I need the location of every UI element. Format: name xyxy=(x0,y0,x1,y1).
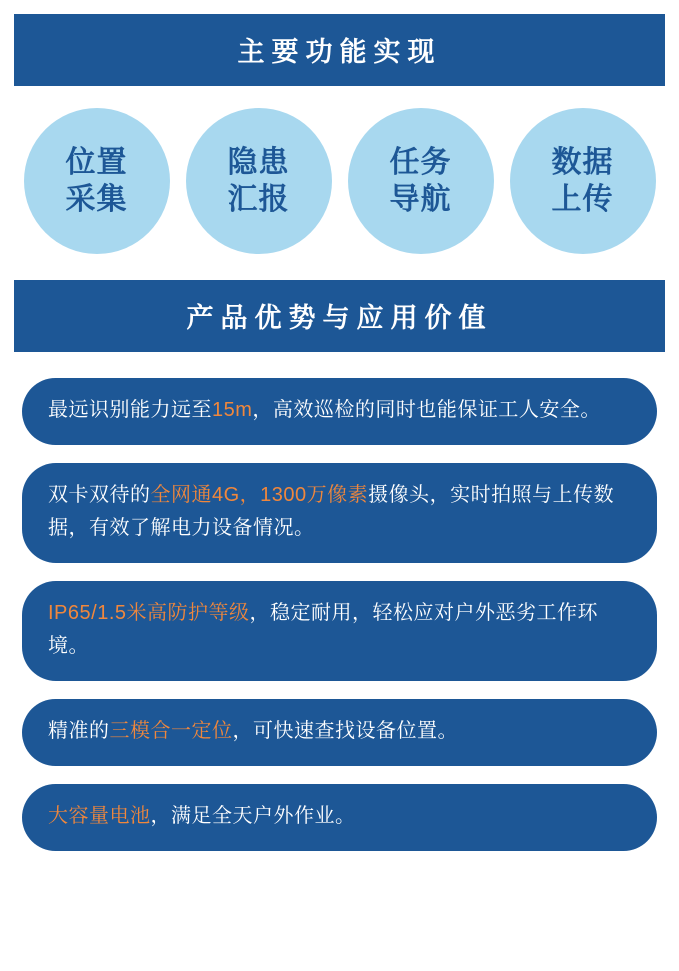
function-circle-line2: 导航 xyxy=(389,183,452,216)
function-circle-line1: 隐患 xyxy=(227,145,290,179)
advantage-plain: 摄像头，实时拍照与上传数据，有效了解电力设备情况。 xyxy=(48,484,615,539)
advantage-highlight: 大容量电池 xyxy=(48,805,151,827)
function-circle-list xyxy=(0,108,679,254)
function-circle xyxy=(348,108,494,254)
function-circle-line2: 汇报 xyxy=(227,183,290,216)
advantage-plain: ，满足全天户外作业。 xyxy=(150,805,356,827)
function-circle-line2: 上传 xyxy=(551,183,614,216)
advantage-item xyxy=(22,699,657,766)
advantage-text xyxy=(48,715,631,748)
section-header-advantages: 产品优势与应用价值 xyxy=(14,280,665,352)
advantage-item xyxy=(22,581,657,681)
advantage-text xyxy=(48,597,631,663)
advantage-item xyxy=(22,784,657,851)
function-circle-line1: 位置 xyxy=(65,145,128,179)
advantage-plain: ，可快速查找设备位置。 xyxy=(232,720,458,742)
advantage-plain: ，高效巡检的同时也能保证工人安全。 xyxy=(252,399,601,421)
advantage-plain: ，稳定耐用，轻松应对户外恶劣工作环境。 xyxy=(48,602,599,657)
advantage-list xyxy=(22,378,657,851)
advantage-plain: 最远识别能力远至 xyxy=(48,399,212,421)
advantage-plain: 精准的 xyxy=(48,720,110,742)
function-circle-line1: 数据 xyxy=(551,145,614,179)
advantage-highlight: IP65/1.5米高防护等级 xyxy=(48,602,250,624)
advantage-item xyxy=(22,463,657,563)
advantage-highlight: 三模合一定位 xyxy=(109,720,233,742)
function-circle-line2: 采集 xyxy=(65,183,128,216)
advantage-text xyxy=(48,800,631,833)
advantage-text xyxy=(48,394,631,427)
function-circle xyxy=(186,108,332,254)
poster-page xyxy=(0,14,679,971)
function-circle xyxy=(24,108,170,254)
advantage-item xyxy=(22,378,657,445)
advantage-text xyxy=(48,479,631,545)
advantage-plain: 双卡双待的 xyxy=(48,484,151,506)
advantage-highlight: 全网通4G，1300万像素 xyxy=(150,484,369,506)
section-header-functions: 主要功能实现 xyxy=(14,14,665,86)
function-circle xyxy=(510,108,656,254)
function-circle-line1: 任务 xyxy=(389,145,452,179)
advantage-highlight: 15m xyxy=(212,399,253,421)
